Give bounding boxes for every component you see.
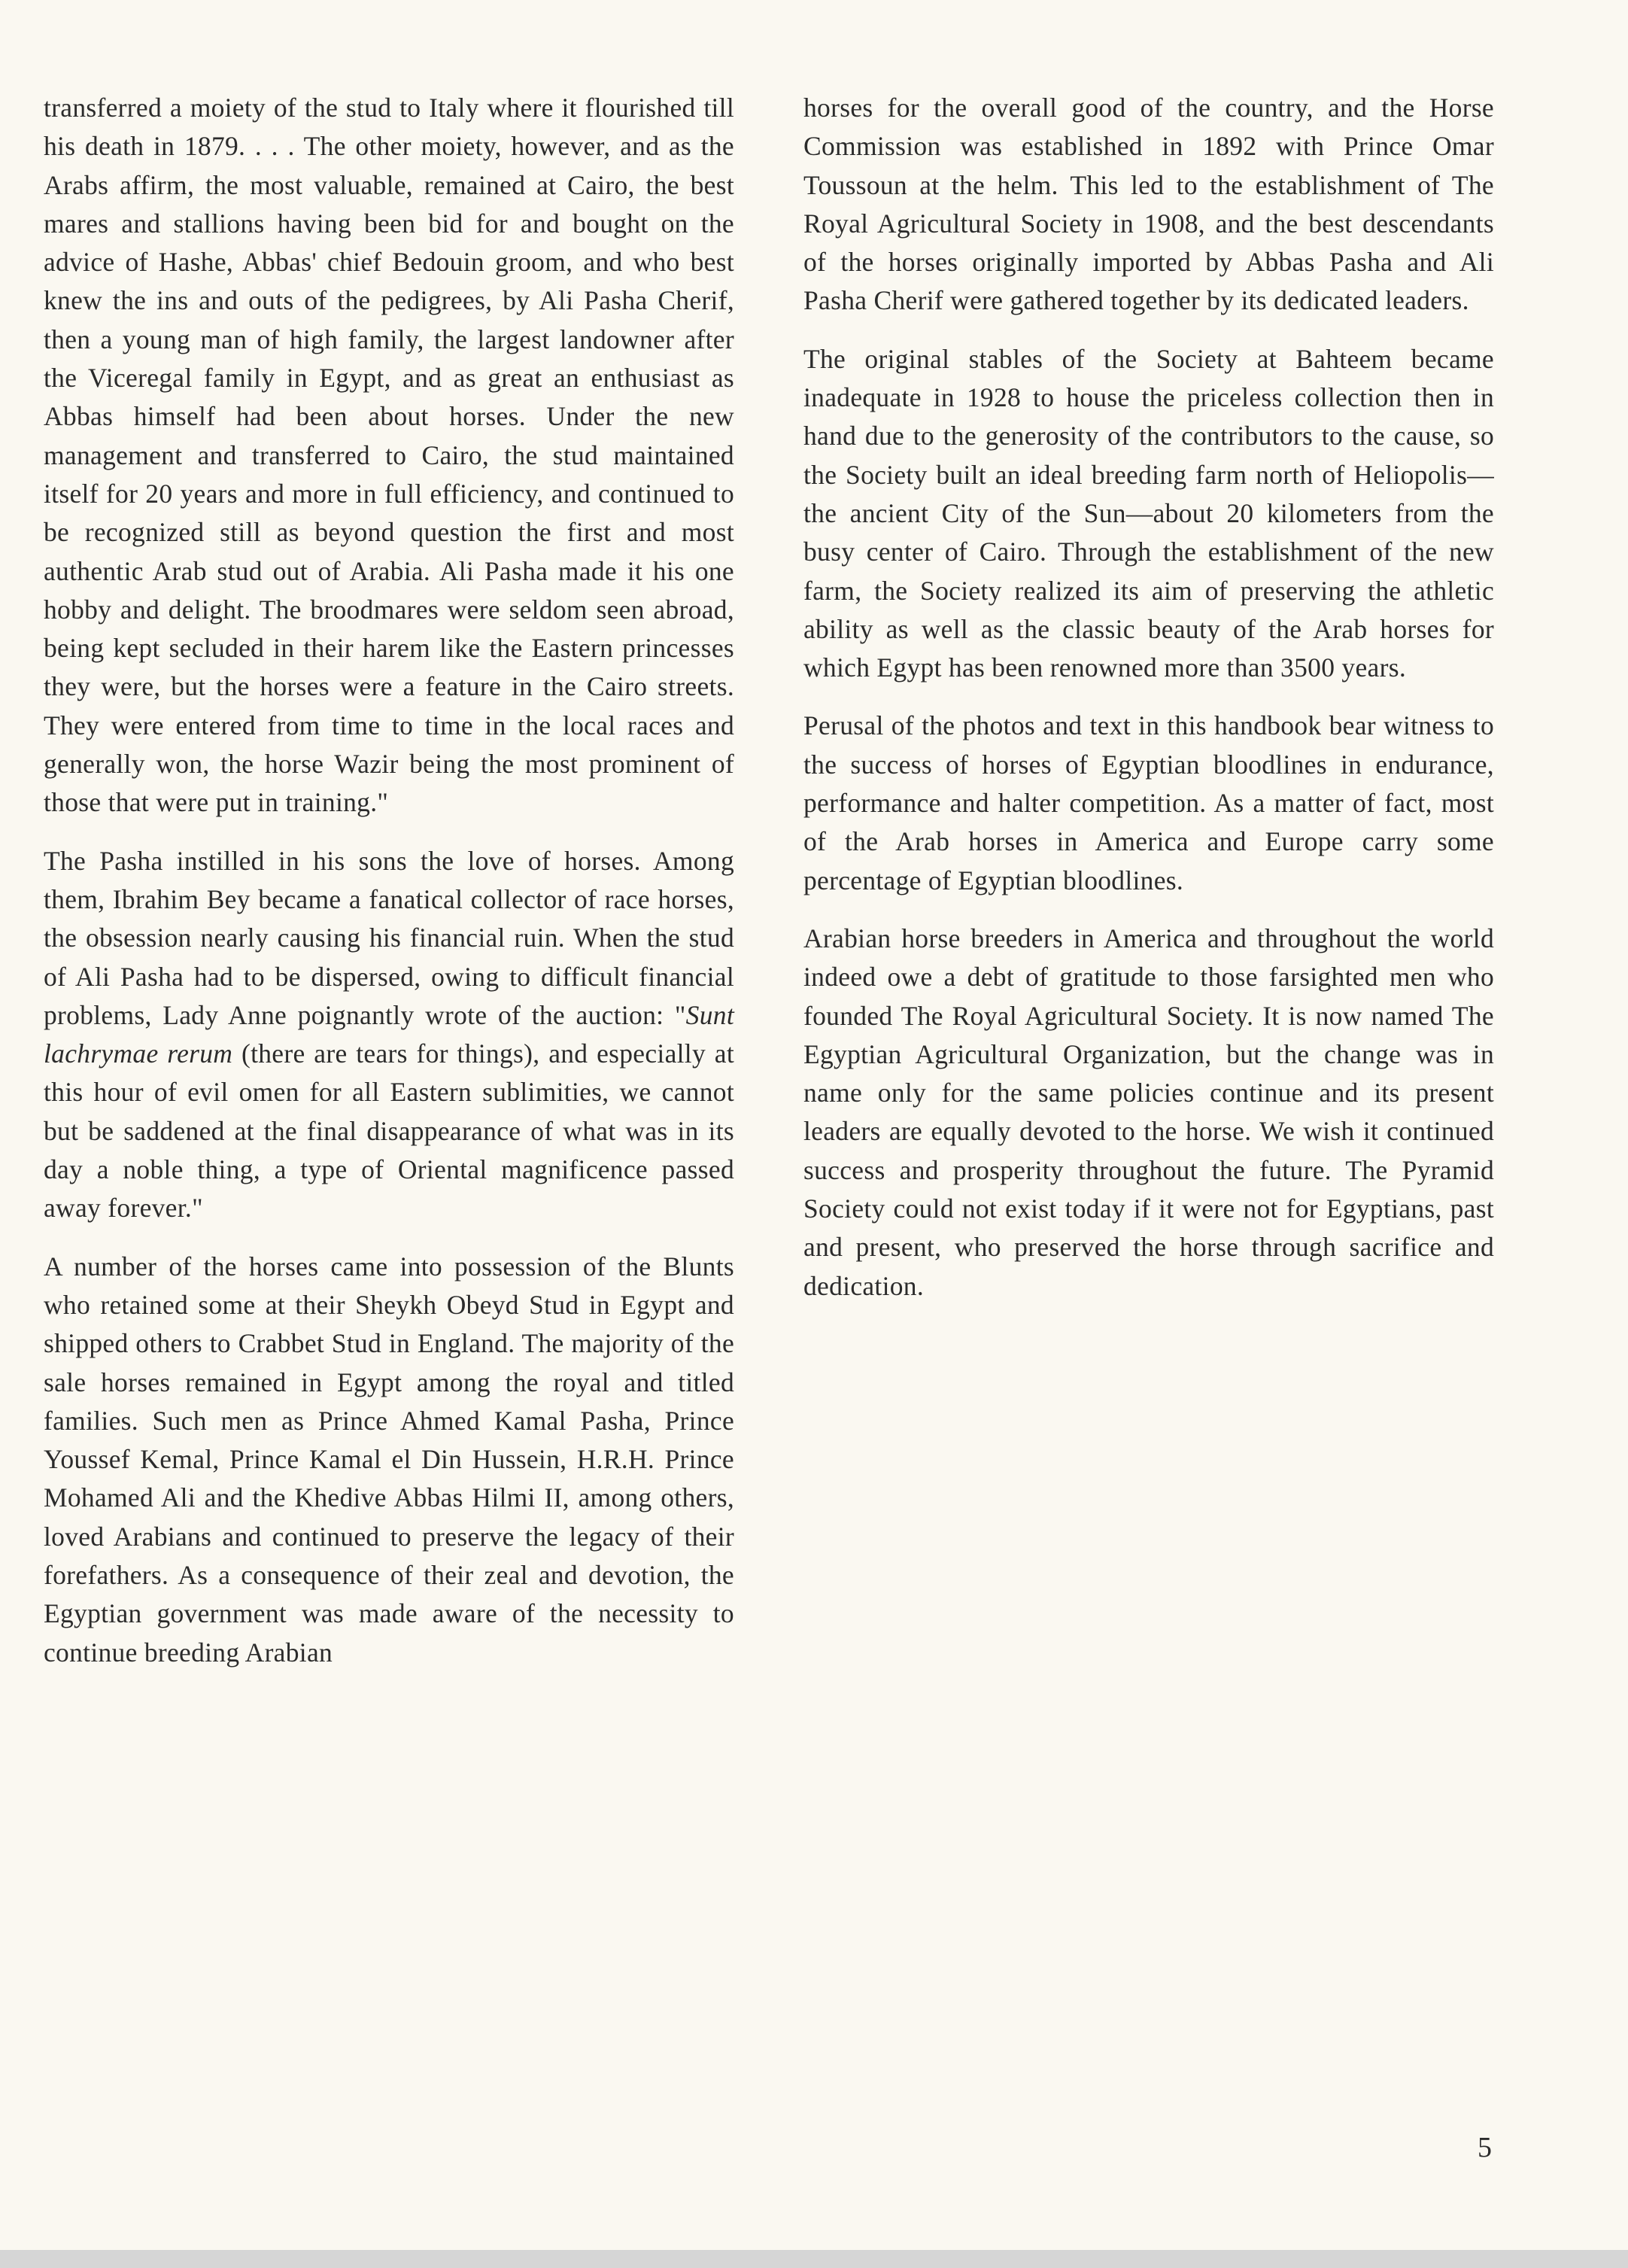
paragraph: The original stables of the Society at Bahteem became inadequate in 1928 to house the priceless collection then in hand due to the generosity of the contributors to the cause, so the Society built an ideal breeding farm north of Heliopolis—the ancient City of the Sun—about 20 kilometers from the busy center of Cairo. Through the establishment of the new farm, the Society realized its aim of preserving the athletic ability as well as the classic beauty of the Arab horses for which Egypt has been renowned more than 3500 years. <box>803 343 1494 683</box>
page-number: 5 <box>1478 2132 1492 2163</box>
right-column <box>803 89 1494 1325</box>
paragraph: horses for the overall good of the country, and the Horse Commission was established in 1892 with Prince Omar Toussoun at the helm. This led to the establishment of The Royal Agricultural Society in 1908, and the best descendants of the horses originally imported by Abbas Pasha and Ali Pasha Cherif were gathered together by its dedicated leaders. <box>803 93 1494 316</box>
paragraph: Arabian horse breeders in America and throughout the world indeed owe a debt of gratitude to those farsighted men who founded The Royal Agricultural Society. It is now named The Egyptian Agricultural Organization, but the change was in name only for the same policies continue and its present leaders are equally devoted to the horse. We wish it continued success and prosperity throughout the future. The Pyramid Society could not exist today if it were not for Egyptians, past and present, who preserved the horse through sacrifice and dedication. <box>803 923 1494 1301</box>
paragraph-text: (there are tears for things), and especially at this hour of evil omen for all Eastern sublimities, we cannot but be saddened at the final disappearance of what was in its day a noble thing, a type of Oriental magnificence passed away forever." <box>44 1038 734 1224</box>
paragraph: Perusal of the photos and text in this handbook bear witness to the success of horses of Egyptian bloodlines in endurance, performance and halter competition. As a matter of fact, most of the Arab horses in America and Europe carry some percentage of Egyptian bloodlines. <box>803 710 1494 895</box>
paragraph <box>44 842 734 1228</box>
scan-edge <box>0 2250 1628 2268</box>
paragraph: transferred a moiety of the stud to Italy where it flourished till his death in 1879. . . . The other moiety, however, and as the Arabs affirm, the most valuable, remained at Cairo, the best mares and stallions having been bid for and bought on the advice of Hashe, Abbas' chief Bedouin groom, and who best knew the ins and outs of the pedigrees, by Ali Pasha Cherif, then a young man of high family, the largest landowner after the Viceregal family in Egypt, and as great an enthusiast as Abbas himself had been about horses. Under the new management and transferred to Cairo, the stud maintained itself for 20 years and more in full efficiency, and continued to be recognized still as beyond question the first and most authentic Arab stud out of Arabia. Ali Pasha made it his one hobby and delight. The broodmares were seldom seen abroad, being kept secluded in their harem like the Eastern princesses they were, but the horses were a feature in the Cairo streets. They were entered from time to time in the local races and generally won, the horse Wazir being the most prominent of those that were put in training." <box>44 93 734 818</box>
left-column <box>44 89 734 1692</box>
paragraph: A number of the horses came into possession of the Blunts who retained some at their Sheykh Obeyd Stud in Egypt and shipped others to Crabbet Stud in England. The majority of the sale horses remained in Egypt among the royal and titled families. Such men as Prince Ahmed Kamal Pasha, Prince Youssef Kemal, Prince Kamal el Din Hussein, H.R.H. Prince Mohamed Ali and the Khedive Abbas Hilmi II, among others, loved Arabians and continued to preserve the legacy of their forefathers. As a consequence of their zeal and devotion, the Egyptian government was made aware of the necessity to continue breeding Arabian <box>44 1251 734 1668</box>
paragraph-text: The Pasha instilled in his sons the love of horses. Among them, Ibrahim Bey became a fanatical collector of race horses, the obsession nearly causing his financial ruin. When the stud of Ali Pasha had to be dispersed, owing to difficult financial problems, Lady Anne poignantly wrote of the auction: " <box>44 845 734 1030</box>
latin-quote: Sunt lachrymae rerum <box>44 999 734 1069</box>
